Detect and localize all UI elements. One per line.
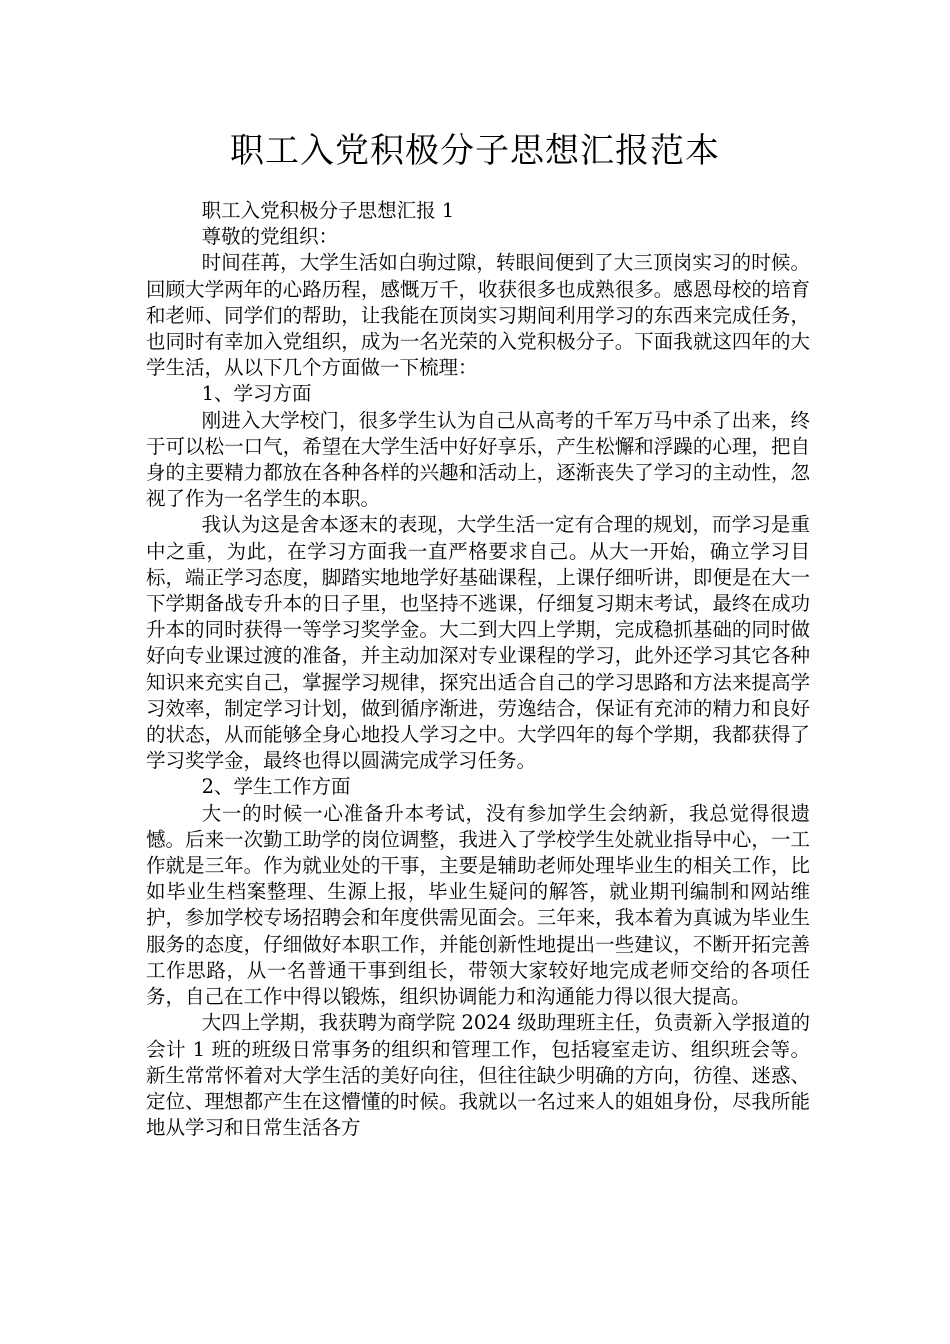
report-subtitle: 职工入党积极分子思想汇报 1 xyxy=(201,199,455,222)
salutation: 尊敬的党组织： xyxy=(201,225,339,249)
section-heading-student-work: 2、学生工作方面 xyxy=(201,775,351,799)
intro-paragraph: 时间荏苒，大学生活如白驹过隙，转眼间便到了大三顶岗实习的时候。回顾大学两年的心路历程，感慨万千，收获很多也成熟很多。感恩母校的培育和老师、同学们的帮助，让我能在顶岗实习期间利用学习的东西来完成任务，也同时有幸加入党组织，成为一名光荣的入党积极分子。下面我就这四年的大学生活，从以下几个方面做一下梳理： xyxy=(146,251,810,380)
study-paragraph-1: 刚进入大学校门，很多学生认为自己从高考的千军万马中杀了出来，终于可以松一口气，希望在大学生活中好好享乐，产生松懈和浮躁的心理，把自身的主要精力都放在各种各样的兴趣和活动上，逐渐丧失了学习的主动性，忽视了作为一名学生的本职。 xyxy=(146,408,810,511)
student-work-paragraph-1: 大一的时候一心准备升本考试，没有参加学生会纳新，我总觉得很遗憾。后来一次勤工助学的岗位调整，我进入了学校学生处就业指导中心，一工作就是三年。作为就业处的干事，主要是辅助老师处理毕业生的相关工作，比如毕业生档案整理、生源上报，毕业生疑问的解答，就业期刊编制和网站维护，参加学校专场招聘会和年度供需见面会。三年来，我本着为真诚为毕业生服务的态度，仔细做好本职工作，并能创新性地提出一些建议，不断开拓完善工作思路，从一名普通干事到组长，带领大家较好地完成老师交给的各项任务，自己在工作中得以锻炼，组织协调能力和沟通能力得以很大提高。 xyxy=(146,801,810,1009)
section-heading-study: 1、学习方面 xyxy=(201,382,312,406)
study-paragraph-2: 我认为这是舍本逐末的表现，大学生活一定有合理的规划，而学习是重中之重，为此，在学习方面我一直严格要求自己。从大一开始，确立学习目标，端正学习态度，脚踏实地地学好基础课程，上课仔细听讲，即便是在大一下学期备战专升本的日子里，也坚持不逃课，仔细复习期末考试，最终在成功升本的同时获得一等学习奖学金。大二到大四上学期，完成稳抓基础的同时做好向专业课过渡的准备，并主动加深对专业课程的学习，此外还学习其它各种知识来充实自己，掌握学习规律，探究出适合自己的学习思路和方法来提高学习效率，制定学习计划，做到循序渐进，劳逸结合，保证有充沛的精力和良好的状态，从而能够全身心地投人学习之中。大学四年的每个学期，我都获得了学习奖学金，最终也得以圆满完成学习任务。 xyxy=(146,513,810,773)
document-title: 职工入党积极分子思想汇报范本 xyxy=(230,131,720,171)
document-body xyxy=(146,198,810,1141)
student-work-paragraph-2: 大四上学期，我获聘为商学院 2024 级助理班主任，负责新入学报道的会计 1 班的班级日常事务的组织和管理工作，包括寝室走访、组织班会等。新生常常怀着对大学生活的美好向往，但往往缺少明确的方向，彷徨、迷惑、定位、理想都产生在这懵懂的时候。我就以一名过来人的姐姐身份，尽我所能地从学习和日常生活各方 xyxy=(146,1011,810,1140)
